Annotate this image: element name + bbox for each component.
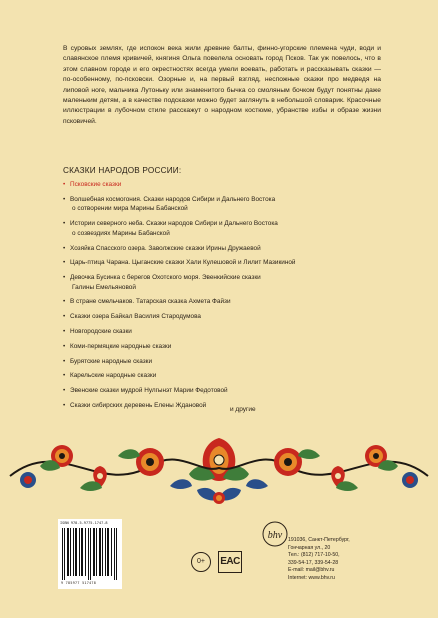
list-item (63, 357, 381, 367)
book-title: Царь-птица Чарана. Цыганские сказки Хали Кулешовой и Лилит Мазикиной (70, 259, 296, 267)
barcode-digits: 9 785977 517478 (61, 581, 97, 585)
and-others-text: и другие (230, 406, 256, 413)
list-item (63, 371, 381, 381)
eac-mark: EAC (218, 551, 242, 573)
phone-line: 339-54-17, 339-54-28 (288, 559, 339, 566)
list-item (63, 386, 381, 396)
book-title-line2: о созвездиях Марины Бабанской (72, 229, 170, 237)
list-item (63, 219, 381, 238)
list-item (63, 195, 381, 214)
list-item (63, 312, 381, 322)
isbn-text: ISBN 978-5-9775-1747-8 (60, 521, 108, 525)
publisher-logo-text: bhv (267, 530, 283, 541)
barcode (58, 519, 122, 589)
bhv-logo-icon (258, 520, 292, 550)
list-item (63, 327, 381, 337)
book-title-line2: о сотворении мира Марины Бабанской (72, 205, 188, 213)
age-rating-badge: 0+ (191, 552, 211, 572)
book-title: Карельские народные сказки (70, 372, 157, 380)
list-item (63, 401, 381, 411)
list-item (63, 342, 381, 352)
book-title: Коми-пермяцкие народные сказки (70, 342, 172, 350)
book-title: Девочка Бусинка с берегов Охотского моря. Эвенкийские сказки (70, 274, 261, 282)
list-item (63, 244, 381, 254)
barcode-bars-icon (61, 528, 119, 580)
address-line: 191036, Санкт-Петербург, (288, 537, 350, 543)
folk-ornament-illustration (0, 416, 438, 516)
book-title: Псковские сказки (70, 181, 122, 188)
book-title: Хозяйка Спасского озера. Заволжские сказки Ирины Дружаевой (70, 244, 261, 252)
book-title: Истории северного неба. Сказки народов Сибири и Дальнего Востока (70, 220, 278, 228)
series-title: СКАЗКИ НАРОДОВ РОССИИ: (63, 166, 182, 175)
book-title: Новгородские сказки (70, 328, 132, 336)
publisher-address (288, 537, 350, 583)
list-item (63, 258, 381, 268)
phone-line: Тел.: (812) 717-10-50, (288, 552, 340, 559)
book-title-line2: Галины Емельяновой (72, 283, 136, 291)
list-item (63, 180, 381, 190)
book-title: Эвенские сказки мудрой Нулгынэт Марии Федотовой (70, 387, 228, 395)
book-title: Сказки озера Байкал Василия Стародумова (70, 313, 201, 321)
book-title: Бурятские народные сказки (70, 357, 153, 365)
intro-text: В суровых землях, где испокон века жили древние балты, финно-угорские племена чуди, води и славянское племя кривичей, княгиня Ольга повелела основать город Псков. Так уж повелось, что в этом славном городе и его окрестностях всегда умели воевать, работать и рассказывать сказки — по-особенному, по-псковски. Озорные и, на первый взгляд, неспожные сказки про медведя на липовой ноге, мальчика Лутоньку или знаменитого бычка со смоляным бочком будут понятны даже маленьким детям, а в качестве подсказки можно будет заглянуть в небольшой словарик. Красочные иллюстрации в лубочном стиле расскажут о народном костюме, убранстве избы и образе жизни псковичей. (63, 45, 381, 125)
email-line: E-mail: mail@bhv.ru (288, 567, 335, 574)
book-title: В стране смельчаков. Татарская сказка Ахмета Файзи (70, 298, 231, 306)
list-item (63, 273, 381, 292)
list-item (63, 297, 381, 307)
book-list (63, 180, 381, 416)
book-title: Сказки сибирских деревень Елены Ждановой (70, 401, 207, 409)
website-line: Internet: www.bhv.ru (288, 574, 335, 581)
book-title: Волшебная космогония. Сказки народов Сибири и Дальнего Востока (70, 195, 276, 203)
intro-paragraph (63, 44, 381, 127)
address-line: Гончарная ул., 20 (288, 544, 331, 551)
